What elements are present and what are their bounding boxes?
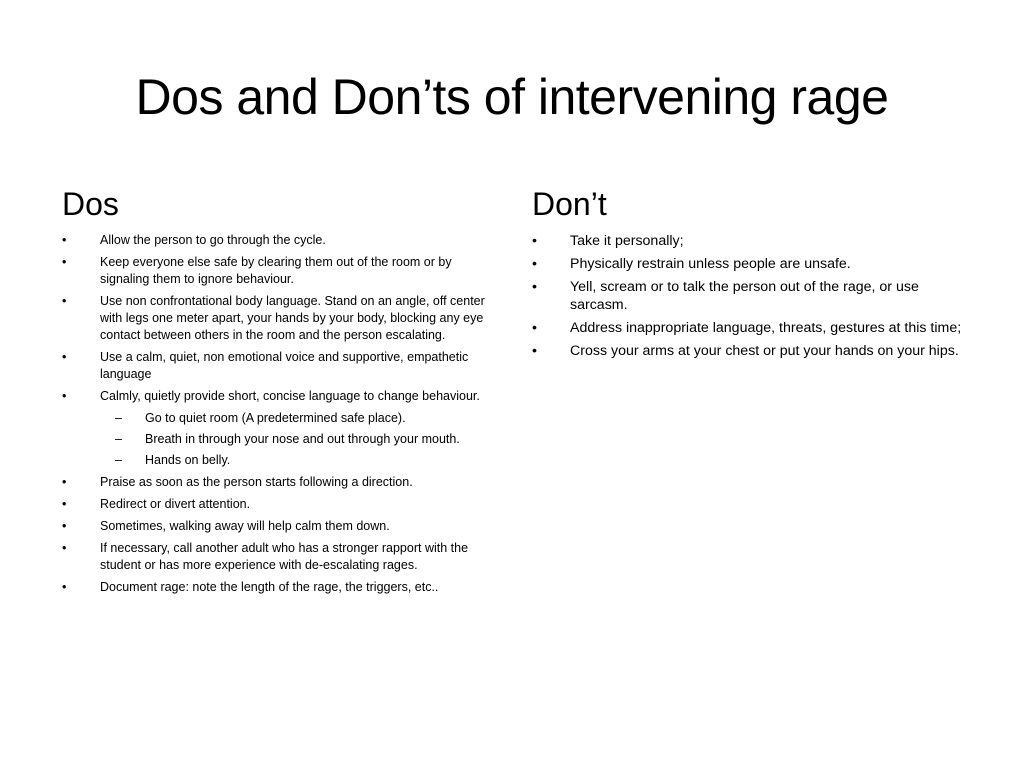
bullet-icon: •	[62, 350, 67, 364]
donts-column	[532, 180, 972, 365]
list-item-text: Document rage: note the length of the rage, the triggers, etc..	[100, 580, 439, 594]
list-item	[532, 342, 972, 360]
list-item	[62, 232, 498, 249]
donts-list	[532, 232, 972, 360]
bullet-icon: •	[532, 279, 537, 295]
bullet-icon: •	[62, 389, 67, 403]
bullet-icon: •	[62, 475, 67, 489]
list-item-text: Yell, scream or to talk the person out of the rage, or use sarcasm.	[570, 279, 919, 313]
list-item-text: Physically restrain unless people are unsafe.	[570, 256, 851, 272]
bullet-icon: •	[62, 497, 67, 511]
dos-column	[62, 180, 498, 601]
bullet-icon: •	[62, 255, 67, 269]
sub-list-item-text: Go to quiet room (A predetermined safe place).	[145, 411, 406, 425]
list-item-text: Cross your arms at your chest or put your hands on your hips.	[570, 343, 959, 359]
list-item-text: Take it personally;	[570, 233, 684, 249]
sub-list-item-text: Hands on belly.	[145, 453, 231, 467]
bullet-icon: •	[532, 320, 537, 336]
bullet-icon: •	[62, 541, 67, 555]
list-item-text: Keep everyone else safe by clearing them out of the room or by signaling them to ignore behaviour.	[100, 255, 452, 286]
list-item	[62, 254, 498, 288]
list-item-text: Use a calm, quiet, non emotional voice and supportive, empathetic language	[100, 350, 469, 381]
list-item	[62, 474, 498, 491]
bullet-icon: •	[532, 256, 537, 272]
donts-heading: Don’t	[532, 186, 607, 222]
list-item-text: Sometimes, walking away will help calm them down.	[100, 519, 390, 533]
list-item-text: Praise as soon as the person starts following a direction.	[100, 475, 413, 489]
sub-list-item	[100, 452, 498, 469]
sub-list-item	[100, 410, 498, 427]
list-item	[62, 496, 498, 513]
bullet-icon: •	[532, 343, 537, 359]
list-item	[62, 518, 498, 535]
sub-list	[100, 410, 498, 469]
list-item-text: Redirect or divert attention.	[100, 497, 251, 511]
list-item	[532, 319, 972, 337]
list-item	[532, 255, 972, 273]
slide-title: Dos and Don’ts of intervening rage	[135, 69, 889, 125]
sub-list-item-text: Breath in through your nose and out through your mouth.	[145, 432, 460, 446]
dos-heading: Dos	[62, 186, 119, 222]
list-item	[62, 349, 498, 383]
list-item	[62, 388, 498, 469]
bullet-icon: •	[532, 233, 537, 249]
bullet-icon: •	[62, 233, 67, 247]
list-item	[62, 579, 498, 596]
bullet-icon: •	[62, 519, 67, 533]
list-item-text: Allow the person to go through the cycle.	[100, 233, 326, 247]
dash-icon: –	[115, 453, 122, 467]
list-item-text: Address inappropriate language, threats, gestures at this time;	[570, 320, 962, 336]
list-item	[62, 293, 498, 344]
dos-list	[62, 232, 498, 596]
sub-list-item	[100, 431, 498, 448]
list-item-text: If necessary, call another adult who has a stronger rapport with the student or has more experience with de-escalating rages.	[100, 541, 469, 572]
bullet-icon: •	[62, 294, 67, 308]
dash-icon: –	[115, 411, 122, 425]
list-item	[532, 278, 972, 314]
list-item-text: Use non confrontational body language. Stand on an angle, off center with legs one meter apart, your hands by your body, blocking any eye contact between others in the room and the person escalating.	[100, 294, 485, 342]
bullet-icon: •	[62, 580, 67, 594]
dash-icon: –	[115, 432, 122, 446]
list-item	[532, 232, 972, 250]
list-item	[62, 540, 498, 574]
list-item-text: Calmly, quietly provide short, concise language to change behaviour.	[100, 389, 480, 403]
